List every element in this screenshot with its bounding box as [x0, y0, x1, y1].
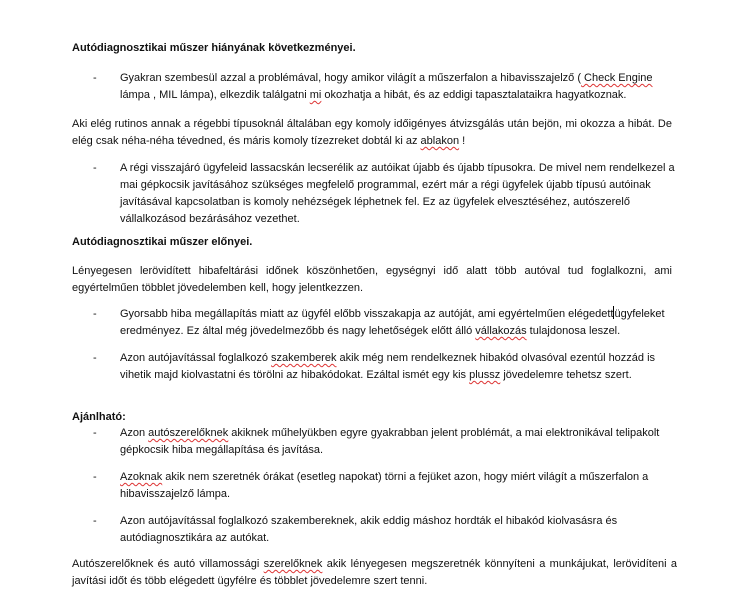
bullet-dash: - [93, 308, 97, 320]
bullet-dash: - [93, 162, 97, 174]
bullet-text-check-engine: Gyakran szembesül azzal a problémával, hogy amikor világít a műszerfalon a hibavisszajelző ( Check Engine lámpa , MIL lámpa), elkezdik találgatni mi okozhatja a hibát, és az eddigi tapasztalataikra hagyatkoznak. [120, 72, 653, 101]
paragraph-routine: Aki elég rutinos annak a régebbi típusoknál általában egy komoly időigényes átvizsgálás után bejön, mi okozza a hibát. De elég csak néha-néha tévedned, és máris komoly tízezreket dobtál ki az ablakon ! [72, 118, 672, 147]
bullet-text-faster-repair: Gyorsabb hiba megállapítás miatt az ügyfél előbb visszakapja az autóját, ami egyértelműen elégedettügyfeleket eredményez. Ez által még jövedelmezőbb és nagy lehetőségek előtt álló vállakozás tulajdonosa leszel. [120, 308, 665, 337]
bullet-text-old-customers: A régi visszajáró ügyfeleid lassacskán lecserélik az autóikat újabb és újabb típusokra. De mivel nem rendelkezel a mai gépkocsik javításához szükséges megfelelő programmal, ezért már a régi ügyfelek újabb típusú autóinak javításával kapcsolatban is komoly nehézségek léphetnek fel. Ez az ügyfelek elvesztéséhez, autószerelő vállalkozásod bezárásához vezethet. [120, 162, 675, 225]
section-heading-recommended: Ajánlható: [72, 411, 126, 423]
spellcheck-underline: mi [309, 89, 322, 101]
bullet-text-code-reader: Azon autójavítással foglalkozó szakemberek akik még nem rendelkeznek hibakód olvasóval ezentúl hozzád is vihetik majd kiolvastatni és törölni az hibakódokat. Ezáltal ismét egy kis plussz jövedelemre tehetsz szert. [120, 352, 656, 381]
bullet-dash: - [93, 72, 97, 84]
bullet-dash: - [93, 471, 97, 483]
spellcheck-underline: Check Engine [581, 72, 653, 84]
spellcheck-underline: autószerelőknek [148, 427, 229, 439]
spellcheck-underline: szerelőknek [263, 558, 323, 570]
paragraph-faster-diagnosis: Lényegesen lerövidített hibafeltárási időnek köszönhetően, egységnyi idő alatt több autóval tud foglalkozni, ami egyértelműen többlet jövedelemben kell, hogy jelentkezzen. [72, 265, 672, 294]
paragraph-electricians: Autószerelőknek és autó villamossági szerelőknek akik lényegesen megszeretnék könnyíteni a munkájukat, lerövidíteni a javítási időt és több elégedett ügyfélre és többlet jövedelemre szert tenni. [72, 558, 677, 587]
spellcheck-underline: ablakon [420, 135, 460, 147]
bullet-dash: - [93, 427, 97, 439]
section-heading-advantages: Autódiagnosztikai műszer előnyei. [72, 236, 253, 248]
spellcheck-underline: plussz [469, 369, 501, 381]
section-heading-consequences: Autódiagnosztikai műszer hiányának következményei. [72, 42, 356, 54]
spellcheck-underline: vállakozás [475, 325, 527, 337]
bullet-text-specialists: Azon autójavítással foglalkozó szakembereknek, akik eddig máshoz hordták el hibakód kiolvasásra és autódiagnosztikára az autókat. [120, 515, 618, 544]
bullet-text-no-hours: Azoknak akik nem szeretnék órákat (esetleg napokat) törni a fejüket azon, hogy miért világít a műszerfalon a hibavisszajelző lámpa. [120, 471, 649, 500]
spellcheck-underline: Azoknak [120, 471, 163, 483]
bullet-dash: - [93, 515, 97, 527]
spellcheck-underline: szakemberek [271, 352, 337, 364]
bullet-dash: - [93, 352, 97, 364]
bullet-text-mechanics: Azon autószerelőknek akiknek műhelyükben egyre gyakrabban jelent problémát, a mai elektronikával telipakolt gépkocsik hiba megállapítása és javítása. [120, 427, 660, 456]
